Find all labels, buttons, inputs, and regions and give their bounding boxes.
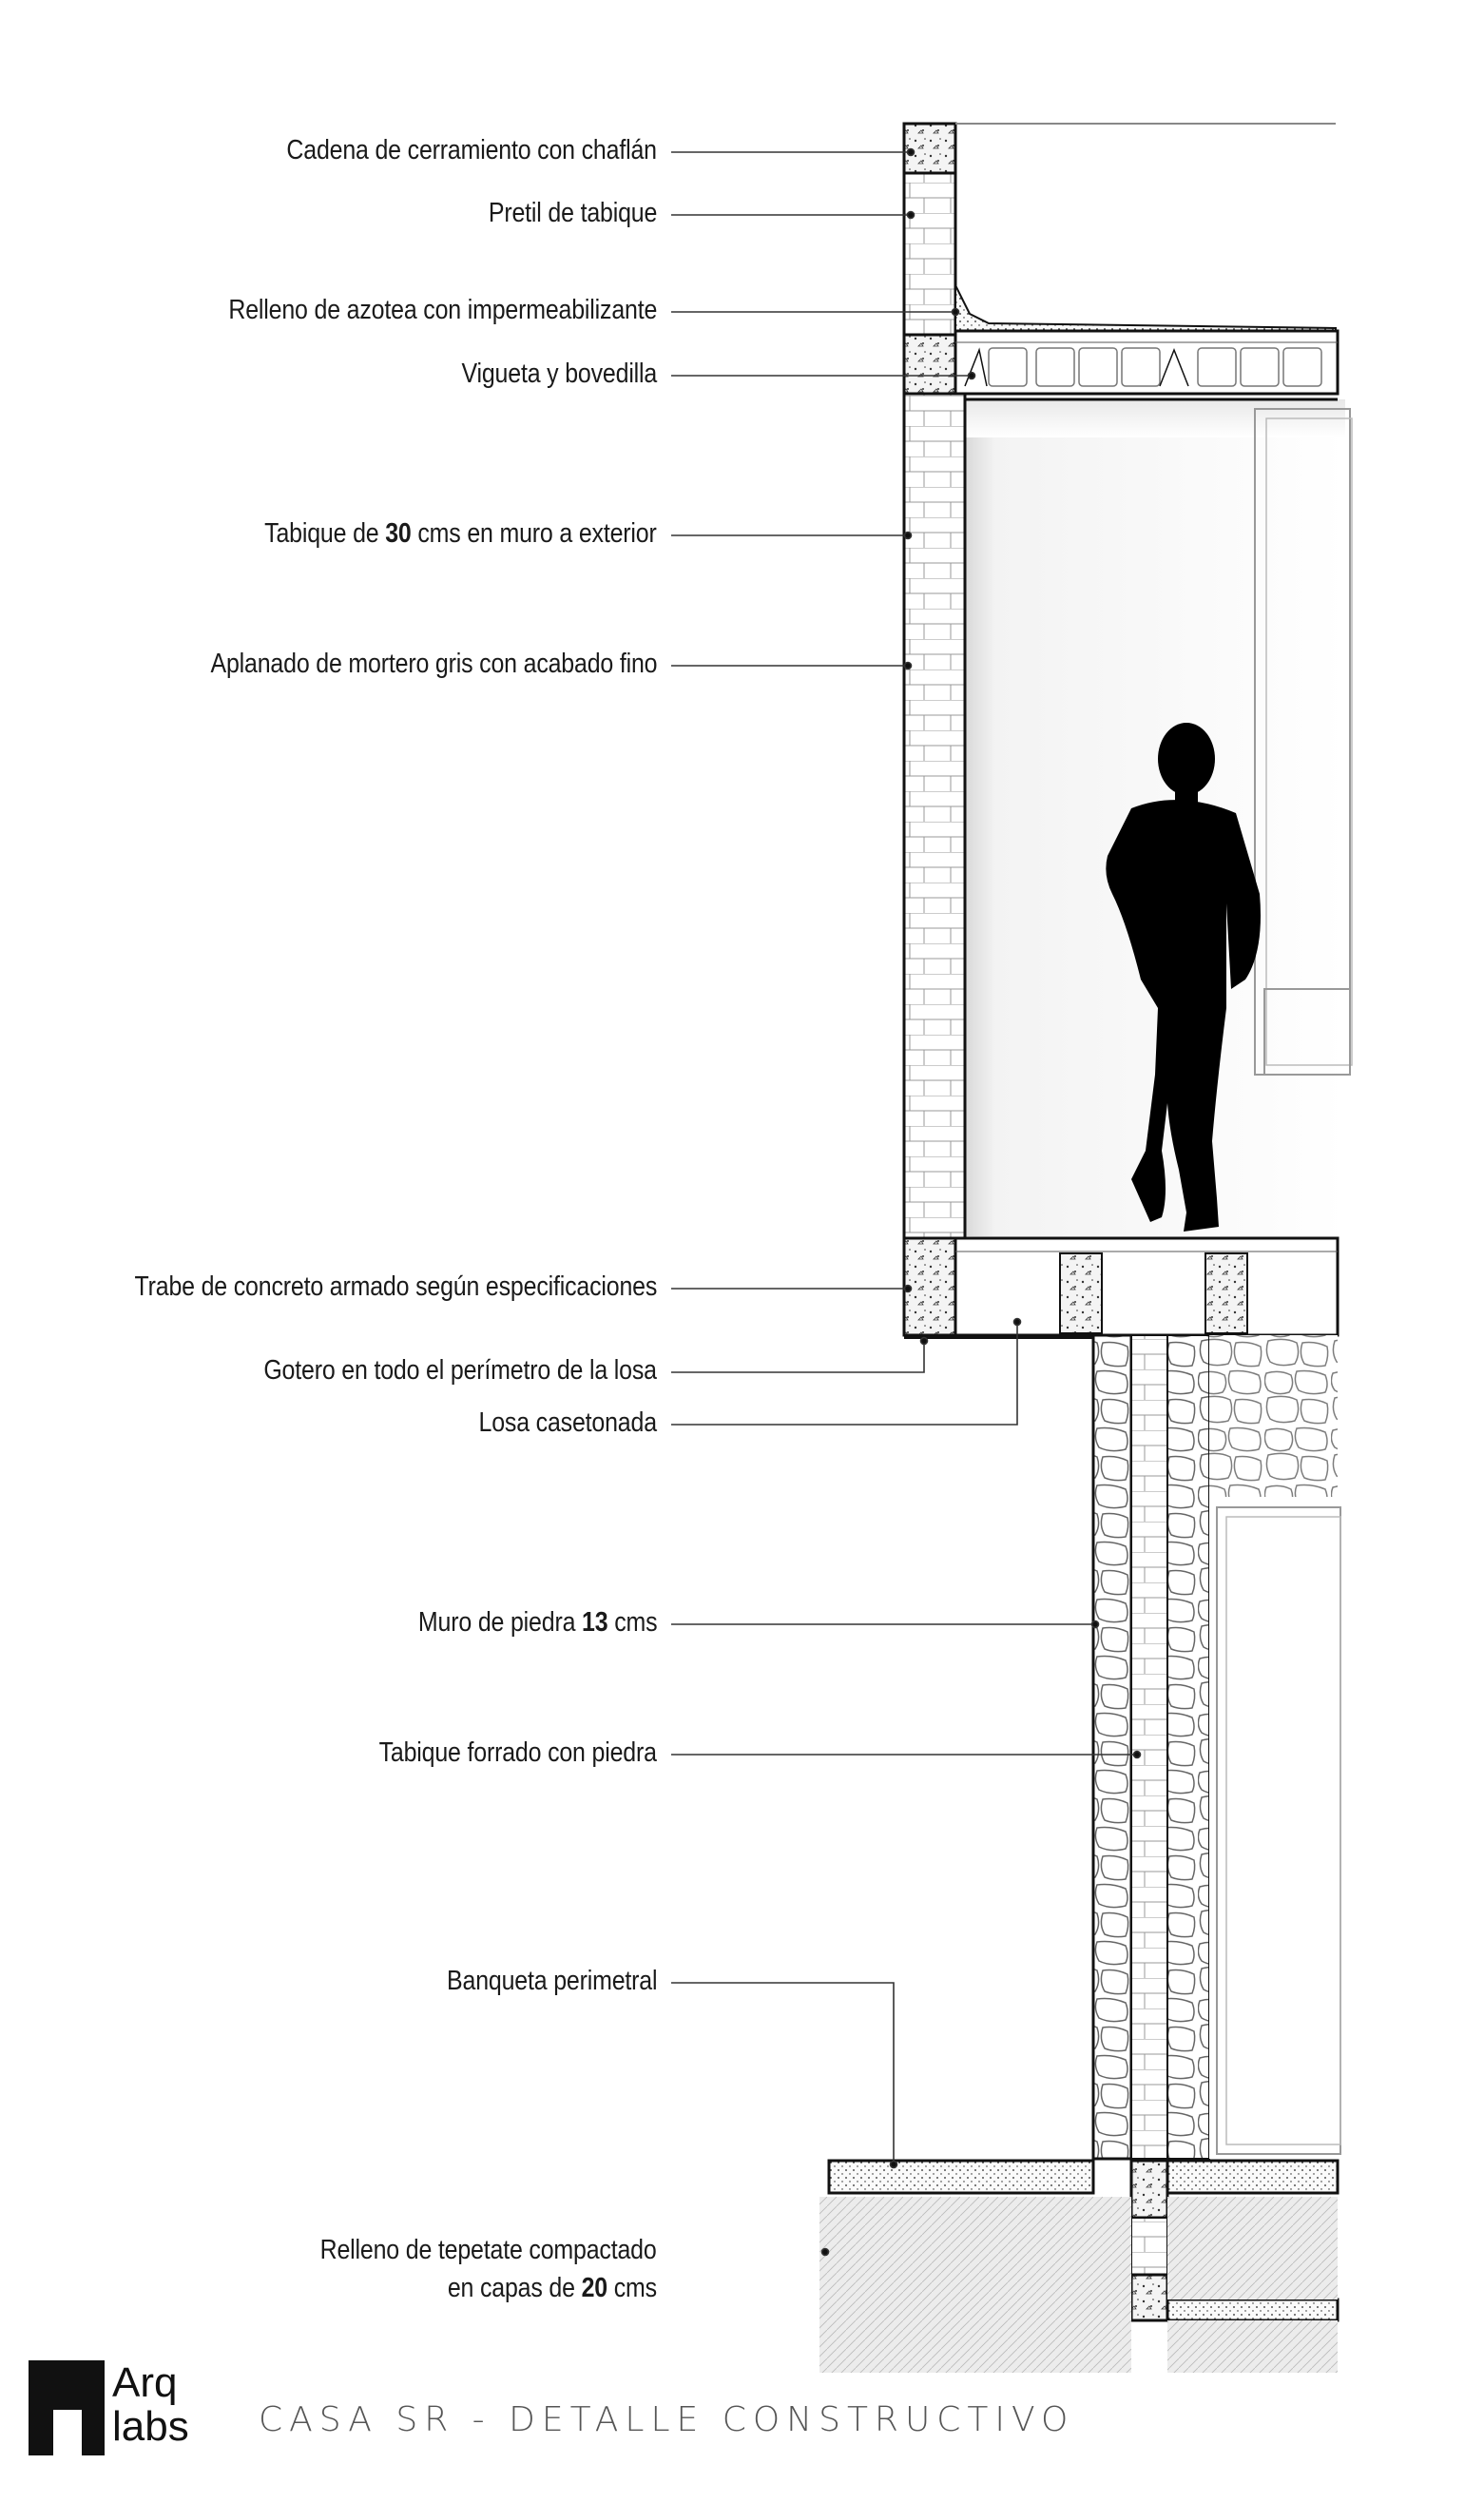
label-drip-edge: Gotero en todo el perímetro de la losa bbox=[263, 1355, 657, 1386]
stone-wall-13cm bbox=[1093, 1335, 1131, 2159]
arqlabs-logo bbox=[29, 2360, 200, 2465]
label-fill-line2: en capas de 20 cms bbox=[447, 2273, 657, 2303]
label-joist: Vigueta y bovedilla bbox=[461, 359, 657, 389]
waffle-slab bbox=[955, 1238, 1338, 1335]
roof-fill bbox=[955, 285, 1336, 331]
stone-clad-wall bbox=[1131, 1335, 1167, 2159]
label-roof-fill: Relleno de azotea con impermeabilizante bbox=[228, 295, 657, 325]
label-waffle-slab: Losa casetonada bbox=[478, 1407, 657, 1438]
logo-text-line1: Arq bbox=[112, 2359, 178, 2406]
sheet-title: CASA SR - DETALLE CONSTRUCTIVO bbox=[259, 2400, 1075, 2439]
label-exterior-wall: Tabique de 30 cms en muro a exterior bbox=[264, 518, 657, 549]
label-fill-line1: Relleno de tepetate compactado bbox=[320, 2235, 657, 2265]
label-sidewalk: Banqueta perimetral bbox=[446, 1966, 657, 1996]
label-beam: Trabe de concreto armado según especificaciones bbox=[134, 1271, 657, 1302]
exterior-wall-30cm bbox=[904, 394, 965, 1238]
parapet-wall bbox=[904, 173, 955, 335]
label-parapet: Pretil de tabique bbox=[488, 198, 657, 228]
label-stone-clad: Tabique forrado con piedra bbox=[378, 1737, 657, 1768]
logo-mark-icon bbox=[29, 2360, 105, 2455]
compacted-fill bbox=[819, 2197, 1131, 2373]
logo-text-line2: labs bbox=[112, 2403, 189, 2450]
label-plaster: Aplanado de mortero gris con acabado fino bbox=[210, 649, 657, 679]
perimeter-sidewalk bbox=[829, 2161, 1093, 2193]
reinforced-beam bbox=[904, 1238, 955, 1335]
label-chain-beam: Cadena de cerramiento con chaflán bbox=[286, 135, 657, 165]
label-stone-wall: Muro de piedra 13 cms bbox=[417, 1607, 657, 1638]
joist-slab bbox=[955, 331, 1338, 394]
